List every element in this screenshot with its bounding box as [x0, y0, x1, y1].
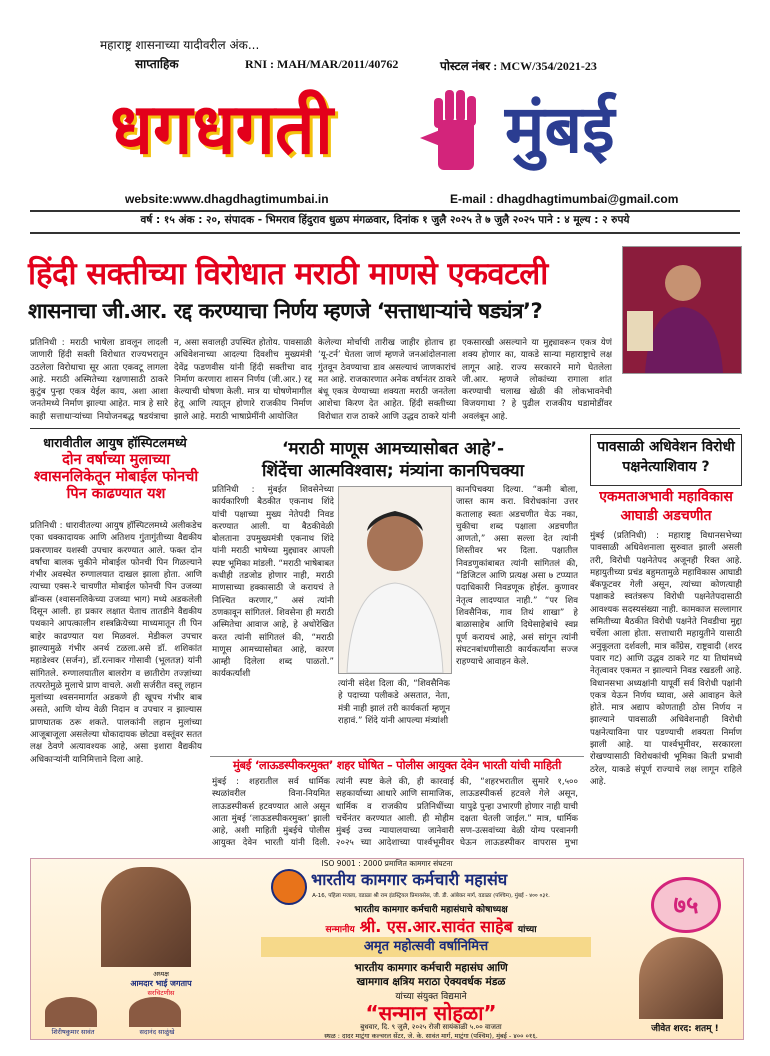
advert-org2: खामगाव क्षत्रिय मराठा ऐक्यवर्धक मंडळ — [356, 976, 506, 988]
union-logo-icon — [271, 869, 307, 905]
advert-datetime: बुधवार, दि. ९ जुलै, २०२५ रोजी सायंकाळी ५.०० वाजता — [360, 1023, 502, 1031]
left-story-body: प्रतिनिधी : धारावीतल्या आयुष हॉस्पिटलमध्ये अलीकडेच एका धक्कादायक आणि अतिशय गुंतागुंतीच्या वैद्यकीय प्रकरणावर यशस्वी उपचार करण्यात आले. फक्त दोन वर्षांचा बालक चुकीने मोबाईल फोनची पिन गिळल्याने गंभीर अवस्थेत रुग्णालयात दाखल झाला होता. आणि त्याच्या एक्स-रे चाचणीत मोबाईल फोनची पिन उजव्या ब्रॉन्कस (श्वासनलिकेच्या उजव्या भाग) मध्ये अडकलेली दिसून आली. हा प्रकार लक्षात येताच तातडीने वैद्यकीय पथकाने आपत्कालीन शस्त्रक्रियेच्या माध्यमातून ती पिन बाहेर काढण्यात यश मिळवलं. मेडीकल उपचार झाल्यामुळे गंभीर अनर्थ टळला.असे डॉ. शशिकांत महाडेश्वर (सर्जन), डॉ.रत्नाकर गोसावी (भूलतज्ञ) यांनी सांगितले. रुग्णालयातील बालरोग व छातीरोग तज्ज्ञांच्या तत्परतेमुळे मुलाचे प्राण वाचले. अशी सर्जरीत वस्तू लहान मुलांच्या श्वसनमार्गात अडकणे ही खूपच गंभीर बाब असते, आणि योग्य वेळी निदान व उपचार न झाल्यास प्राणघातक ठरू शकते. पालकांनी लहान मुलांच्या आजूबाजूला असलेल्या धोकादायक छोट्या वस्तूंवर सतत लक्ष ठेवणे अत्यावश्यक आहे, असा इशारा वैद्यकीय अधिकाऱ्यांनी यानिमित्ताने दिला आहे. — [30, 521, 202, 765]
advert-honoree-line — [221, 915, 641, 937]
advert-badge: ७५ — [651, 877, 721, 933]
advert-union: भारतीय कामगार कर्मचारी महासंघ — [311, 870, 508, 889]
right-story-kicker: पावसाळी अधिवेशन विरोधी पक्षनेत्याशिवाय ? — [590, 434, 742, 486]
advert-line1: भारतीय कामगार कर्मचारी महासंघाचे कोषाध्यक्ष — [354, 905, 508, 915]
masthead-website[interactable]: website:www.dhagdhagtimumbai.in — [125, 192, 329, 206]
advert-event: “सन्मान सोहळा” — [365, 1001, 497, 1025]
police-story-col-1: मुंबई : शहरातील सर्व धार्मिक स्थळांवरील विना-नियमित लाऊडस्पीकर्स हटवण्यात आले असून आता मुंबई ‘लाऊडस्पीकरमुक्त’ झाली आहे, अशी माहिती मुंबईचे पोलीस आयुक्त देवेन भारती यांनी दिली. — [212, 777, 330, 849]
advert-banner — [30, 858, 744, 1040]
center-story-headline-2: शिंदेंचा आत्मविश्वास; मंत्र्यांना कानपिचक्या — [262, 461, 524, 481]
center-story-col-2: त्यांनी संदेश दिला की, “शिवसैनिक हे पदाच्या पलीकडे असतात, नेता, मंत्री नाही झालं तरी कार्यकर्ता म्हणून राहावं.” शिंदे यांनी आपल्या मंत्र्यांशी — [338, 679, 450, 726]
center-story-headline-1: ‘मराठी माणूस आमच्यासोबत आहे’- — [281, 439, 505, 459]
advert-occasion: अमृत महोत्सवी वर्षानिमित्त — [261, 937, 591, 957]
lead-col-3: केलेल्या मोर्चाची तारीख जाहीर होताच हा ‘यू-टर्न’ घेतला जाणं म्हणजे जनआंदोलनाला गुंतवून ठेवण्याचा डाव असल्याचं जाणकारांचं मत आहे. राजकारणात अनेक वर्षानंतर ठाकरे बंधू एकत्र येण्याच्या शक्यता मराठी जनतेला आशेचा किरण देत आहेत. हिंदी सक्तीच्या विरोधात राज ठाकरे आणि उद्धव ठाकरे यांनी — [318, 338, 456, 422]
left-story-headline: दोन वर्षाच्या मुलाच्या श्वासनलिकेतून मोबाईल फोनची पिन काढण्यात यश — [33, 452, 199, 502]
left-story-kicker: धारावीतील आयुष हॉस्पिटलमध्ये — [43, 435, 187, 450]
lead-col-4: एकसारखी असल्याने या मुद्द्यावरून एकत्र येणं शक्य होणार का, याकडे सान्या महाराष्ट्राचे लक्ष लागून आहे. राज्य सरकारने मागे घेतलेला जी.आर. म्हणजे लोकांच्या रागाला शांत करण्याची चलाख खेळी की लोकभावनेची विजयगाथा ? हे पुढील राजकीय घडामोडींवर अवलंबून आहे. — [462, 338, 612, 422]
masthead-frequency: साप्ताहिक — [135, 57, 179, 71]
advert-honoree: श्री. एस.आर.सावंत साहेब — [359, 917, 513, 936]
lead-col-2: न, असा सवालही उपस्थित होतोय. पावसाळी अधिवेशनाच्या आदल्या दिवशीच मुख्यमंत्री देवेंद्र फडणवीस यांनी हिंदी सक्तीचा वाद निर्माण करणारा शासन निर्णय (जी.आर.) रद्द केल्याची घोषणा केली. मात्र या घोषणेमागील हेतू आणि त्यातून होणारे राजकीय निर्माण झाले आहे. मराठी भाषाप्रेमींनी आयोजित — [174, 338, 312, 422]
advert-left-caption: अध्यक्ष — [153, 970, 169, 978]
center-story-col-1: प्रतिनिधी : मुंबईत शिवसेनेच्या कार्यकारिणी बैठकीत एकनाथ शिंदे यांची पक्षाच्या मुख्य नेतेपदी निवड करण्यात आली. या बैठकीवेळी बोलताना उपमुख्यमंत्री एकनाथ शिंदे यांनी मराठी भाषेच्या मुद्द्यावर आपली स्पष्ट भूमिका मांडली. “मराठी भाषेबाबत कधीही तडजोड होणार नाही, मराठी माणसाच्या हक्कासाठी जे करायचं ते निश्चित करणार,” असं त्यांनी ठणकावून सांगितलं. शिवसेना ही मराठी अस्मितेचा आवाज आहे, हे अधोरेखित करत त्यांनी सांगितलं की, “मराठी माणूस आमच्यासोबत आहे, कारण आम्ही दिलेला शब्द पाळतो.” कार्यकर्त्यांशी — [212, 485, 334, 680]
advert-venue: स्थळ : दादर माटुंगा कल्चरल सेंटर, जे. के. सावंत मार्ग, माटुंगा (पश्चिम), मुंबई - ४०० ०१६. — [324, 1032, 538, 1040]
advert-iso: ISO 9001 : 2000 प्रमाणित कामगार संघटना — [321, 859, 453, 868]
lead-col-1: प्रतिनिधी : मराठी भाषेला डावलून लादली जाणारी हिंदी सक्ती विरोधात राज्यभरातून उठलेला विरोधाचा सूर आता एकवटू लागला आहे. मराठी अस्मितेच्या रक्षणासाठी ठाकरे कुटुंब पुन्हा एकत्र येईल काय, अशा आशा जनतेमध्ये निर्माण झाल्या आहेत. मात्र हे सारे काही सत्ताधाऱ्यांच्या नियोजनबद्ध षडयंत्राचा — [30, 338, 168, 422]
police-story-headline: मुंबई ‘लाऊडस्पीकरमुक्त’ शहर घोषित – पोलीस आयुक्त देवेन भारती यांची माहिती — [232, 758, 562, 772]
right-story-body: मुंबई (प्रतिनिधी) : महाराष्ट्र विधानसभेच्या पावसाळी अधिवेशनाला सुरुवात झाली असली तरी, विरोधी पक्षनेतेपद अजूनही रिक्त आहे. महायुतीच्या प्रचंड बहुमतामुळे महाविकास आघाडी बॅकफूटवर गेली असून, त्यांच्या कोणत्याही पक्षाकडे स्वतंत्ररूप विरोधी पक्षनेतेपदासाठी आवश्यक सदस्यसंख्या नाही. कामकाज सल्लागार समितीच्या बैठकीत विरोधी पक्षनेते निवडीचा मुद्दा चर्चेला आला होता. सत्ताधारी महायुतीने यासाठी अनुकूलता दर्शवली, मात्र काँग्रेस, राष्ट्रवादी (शरद पवार गट) आणि उद्धव ठाकरे गट या तिघांमध्ये नेतृत्वावर एकमत न झाल्याने निवड रखडली आहे. विधानसभा अध्यक्षांनी यापूर्वी सर्व विरोधी पक्षांनी एकत्र येऊन निर्णय घ्यावा, असे आवाहन केले होते. मात्र अद्याप कोणताही ठोस निर्णय न झाल्याने पावसाळी अधिवेशनाही विरोधी पक्षनेत्याविना पार पडण्याची शक्यता निर्माण झाली आहे. या पार्श्वभूमीवर, सरकारला रोखण्यासाठी विरोधकांची भूमिका किती प्रभावी ठरेल, याकडे संपूर्ण राज्याचे लक्ष लागून राहिले आहे. — [590, 531, 742, 787]
issue-line: वर्ष : १५ अंक : २०, संपादक - भिमराव हिंदुराव धुळप मंगळवार, दिनांक १ जुलै २०२५ ते ७ जुलै २०२५ पाने : ४ मूल्य : २ रुपये — [140, 214, 630, 226]
masthead-title-part2: मुंबई — [505, 91, 615, 168]
person-photo-icon — [339, 487, 451, 673]
advert-address: A-16, पहिला मजला, वडाळा श्री राम इंडस्ट्रियल प्रिमायसेस, जी. डी. आंबेकर मार्ग, वडाळा (पश्चिम), मुंबई - ४०० ०३१. — [312, 893, 550, 899]
masthead-postal: पोस्टल नंबर : MCW/354/2021-23 — [440, 59, 597, 73]
advert-left-role: सरचिटणीस — [147, 989, 175, 997]
masthead-logo — [110, 78, 670, 188]
right-story-headline: एकमताअभावी महाविकास आघाडी अडचणीत — [599, 489, 733, 524]
masthead-title-part1: धगधगती — [110, 88, 333, 170]
center-story-photo — [338, 486, 452, 674]
advert-wish: जीवेत शरद: शतम् ! — [651, 1024, 719, 1034]
lead-subheadline: शासनाचा जी.आर. रद्द करण्याचा निर्णय म्हणजे ‘सत्ताधाऱ्यांचे षड्यंत्र’? — [28, 299, 543, 323]
lead-photo — [622, 246, 742, 374]
masthead-email[interactable]: E-mail : dhagdhagtimumbai@gmail.com — [450, 192, 679, 206]
person-photo-icon — [623, 247, 741, 373]
advert-photo-1 — [45, 997, 97, 1027]
advert-org3: यांच्या संयुक्त विद्यमाने — [395, 992, 467, 1002]
advert-bottom-name-2: सदानंद साळुंखे — [139, 1028, 175, 1036]
center-story-col-3: कानपिचक्या दिल्या. “कमी बोला, जास्त काम करा. विरोधकांना उत्तर कतालाह स्वतः अडचणीत येऊ नका, चुकीचा शब्द पक्षाला अडचणीत आणतो,” असा सल्ला देत त्यांनी शिस्तीवर भर दिला. पक्षातील निवडणुकांबाबत त्यांनी सांगितलं की, “डिजिटल आणि प्रत्यक्ष असा ७ टप्प्यात पदाधिकारी निवडणूक होईल. कुणावर नेतृत्व लादण्यात नाही.” “पर शिव शिवसैनिक, गाव तिथं शाखा” हे बाळासाहेब आणि दिघेसाहेबांचे स्वप्न पूर्ण करायचं आहे, असं सांगून त्यांनी संघटनबांधणीसाठी कार्यकर्त्यांना सज्ज राहण्याचे आवाहन केले. — [456, 485, 578, 668]
police-story-col-3: की, “शहरभरातील सुमारे १,५०० लाऊडस्पीकर्स हटवले गेले असून, यापुढे पुन्हा उभारणी होणार नाही याची दक्षता घेतली जाईल.” मात्र, धार्मिक सण-उत्सवांच्या वेळी योग्य परवानगी घेऊन लाऊडस्पीकर वापरास मुभा — [460, 777, 578, 849]
advert-left-name: आमदार भाई जगताप — [130, 979, 192, 988]
advert-photo-2 — [129, 997, 181, 1027]
masthead-rni: RNI : MAH/MAR/2011/40762 — [245, 57, 399, 71]
advert-bottom-name-1: शिरीषकुमार सावंत — [51, 1028, 95, 1036]
police-story-col-2: त्यांनी स्पष्ट केले की, ही कारवाई सहकार्याच्या आधारे आणि सामाजिक, धार्मिक व राजकीय प्रतिनिधींच्या चर्चेनंतर करण्यात आली. ही मोहीम मुंबई उच्च न्यायालयाच्या जानेवारी २०२५ च्या आदेशाच्या पार्श्वभूमीवर — [336, 777, 454, 849]
advert-right-photo — [639, 937, 723, 1019]
advert-left-photo — [101, 867, 191, 967]
masthead-tagline: महाराष्ट्र शासनाच्या यादीवरील अंक... — [100, 38, 260, 52]
lead-headline: हिंदी सक्तीच्या विरोधात मराठी माणसे एकवटली — [28, 256, 548, 292]
advert-honoree-suffix: यांच्या — [517, 925, 537, 935]
advert-org1: भारतीय कामगार कर्मचारी महासंघ आणि — [354, 962, 508, 974]
advert-honoree-prefix: सन्मानीय — [325, 925, 355, 935]
raised-fist-icon — [410, 80, 500, 180]
